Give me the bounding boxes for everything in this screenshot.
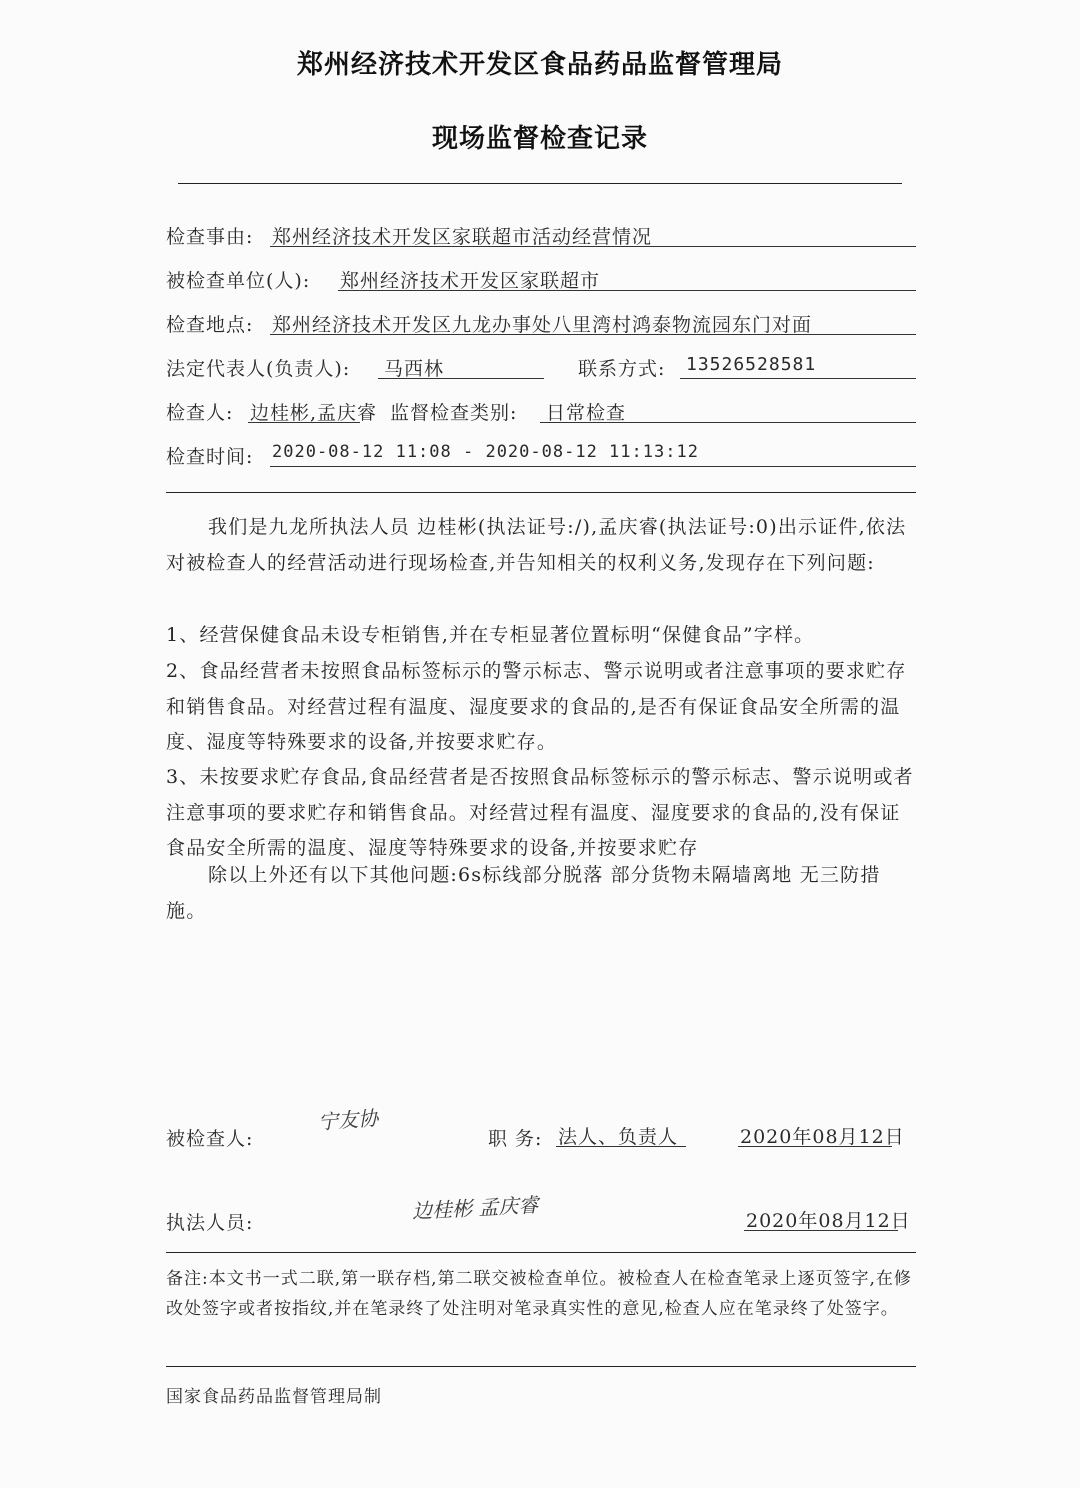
- inspected-signature: 宁友协: [317, 1105, 379, 1135]
- time-value: 2020-08-12 11:08 - 2020-08-12 11:13:12: [272, 442, 699, 462]
- issue-1: 1、经营保健食品未设专柜销售,并在专柜显著位置标明“保健食品”字样。: [166, 624, 815, 646]
- inspected-unit-value: 郑州经济技术开发区家联超市: [340, 270, 601, 292]
- inspection-reason-value: 郑州经济技术开发区家联超市活动经营情况: [272, 226, 653, 248]
- note-text: 备注:本文书一式二联,第一联存档,第二联交被检查单位。被检查人在检查笔录上逐页签字,在修改处签字或者按指纹,并在笔录终了处注明对笔录真实性的意见,检查人应在笔录终了处签字。: [166, 1269, 912, 1319]
- note-rule: [166, 1252, 916, 1253]
- section-rule: [166, 492, 916, 493]
- time-label: 检查时间:: [166, 446, 254, 468]
- time-underline: [270, 466, 916, 467]
- location-underline: [270, 334, 916, 335]
- inspection-reason-label: 检查事由:: [166, 226, 254, 248]
- intro-paragraph: 我们是九龙所执法人员 边桂彬(执法证号:/),孟庆睿(执法证号:0)出示证件,依法对被检查人的经营活动进行现场检查,并告知相关的权利义务,发现存在下列问题:: [166, 516, 907, 574]
- officer-signature: 边桂彬 孟庆睿: [411, 1192, 539, 1224]
- footer-rule: [166, 1366, 916, 1367]
- location-label: 检查地点:: [166, 314, 254, 336]
- officer-label: 执法人员:: [166, 1212, 254, 1234]
- category-label: 监督检查类别:: [390, 402, 518, 424]
- category-value: 日常检查: [546, 402, 627, 424]
- contact-label: 联系方式:: [578, 358, 666, 380]
- officer-date: 2020年08月12日: [746, 1210, 911, 1232]
- inspected-date: 2020年08月12日: [740, 1126, 905, 1148]
- position-value: 法人、负责人: [558, 1126, 679, 1148]
- legal-rep-value: 马西林: [384, 358, 445, 380]
- position-underline: [556, 1146, 686, 1147]
- header-rule: [178, 183, 902, 184]
- legal-rep-underline: [378, 378, 544, 379]
- inspected-date-underline: [738, 1146, 892, 1147]
- contact-value: 13526528581: [686, 354, 817, 375]
- other-issues: 除以上外还有以下其他问题:6s标线部分脱落 部分货物未隔墙离地 无三防措施。: [166, 864, 881, 922]
- issue-3: 3、未按要求贮存食品,食品经营者是否按照食品标签标示的警示标志、警示说明或者注意事项的要求贮存和销售食品。对经营过程有温度、湿度要求的食品的,没有保证食品安全所需的温度、湿度等特殊要求的设备,并按要求贮存: [166, 766, 914, 859]
- agency-title: 郑州经济技术开发区食品药品监督管理局: [296, 50, 783, 80]
- inspectors-underline: [248, 422, 360, 423]
- document-title: 现场监督检查记录: [431, 124, 648, 154]
- inspected-party-label: 被检查人:: [166, 1128, 254, 1150]
- inspected-unit-label: 被检查单位(人):: [166, 270, 311, 292]
- inspected-unit-underline: [338, 290, 916, 291]
- category-underline: [540, 422, 916, 423]
- position-label: 职 务:: [488, 1128, 543, 1150]
- officer-date-underline: [744, 1230, 898, 1231]
- legal-rep-label: 法定代表人(负责人):: [166, 358, 351, 380]
- inspection-reason-underline: [270, 246, 916, 247]
- footer-text: 国家食品药品监督管理局制: [166, 1387, 382, 1407]
- location-value: 郑州经济技术开发区九龙办事处八里湾村鸿泰物流园东门对面: [272, 314, 813, 336]
- inspectors-label: 检查人:: [166, 402, 234, 424]
- issue-2: 2、食品经营者未按照食品标签标示的警示标志、警示说明或者注意事项的要求贮存和销售食品。对经营过程有温度、湿度要求的食品的,是否有保证食品安全所需的温度、湿度等特殊要求的设备,并按要求贮存。: [166, 660, 907, 753]
- contact-underline: [680, 378, 916, 379]
- inspectors-value: 边桂彬,孟庆睿: [250, 402, 378, 424]
